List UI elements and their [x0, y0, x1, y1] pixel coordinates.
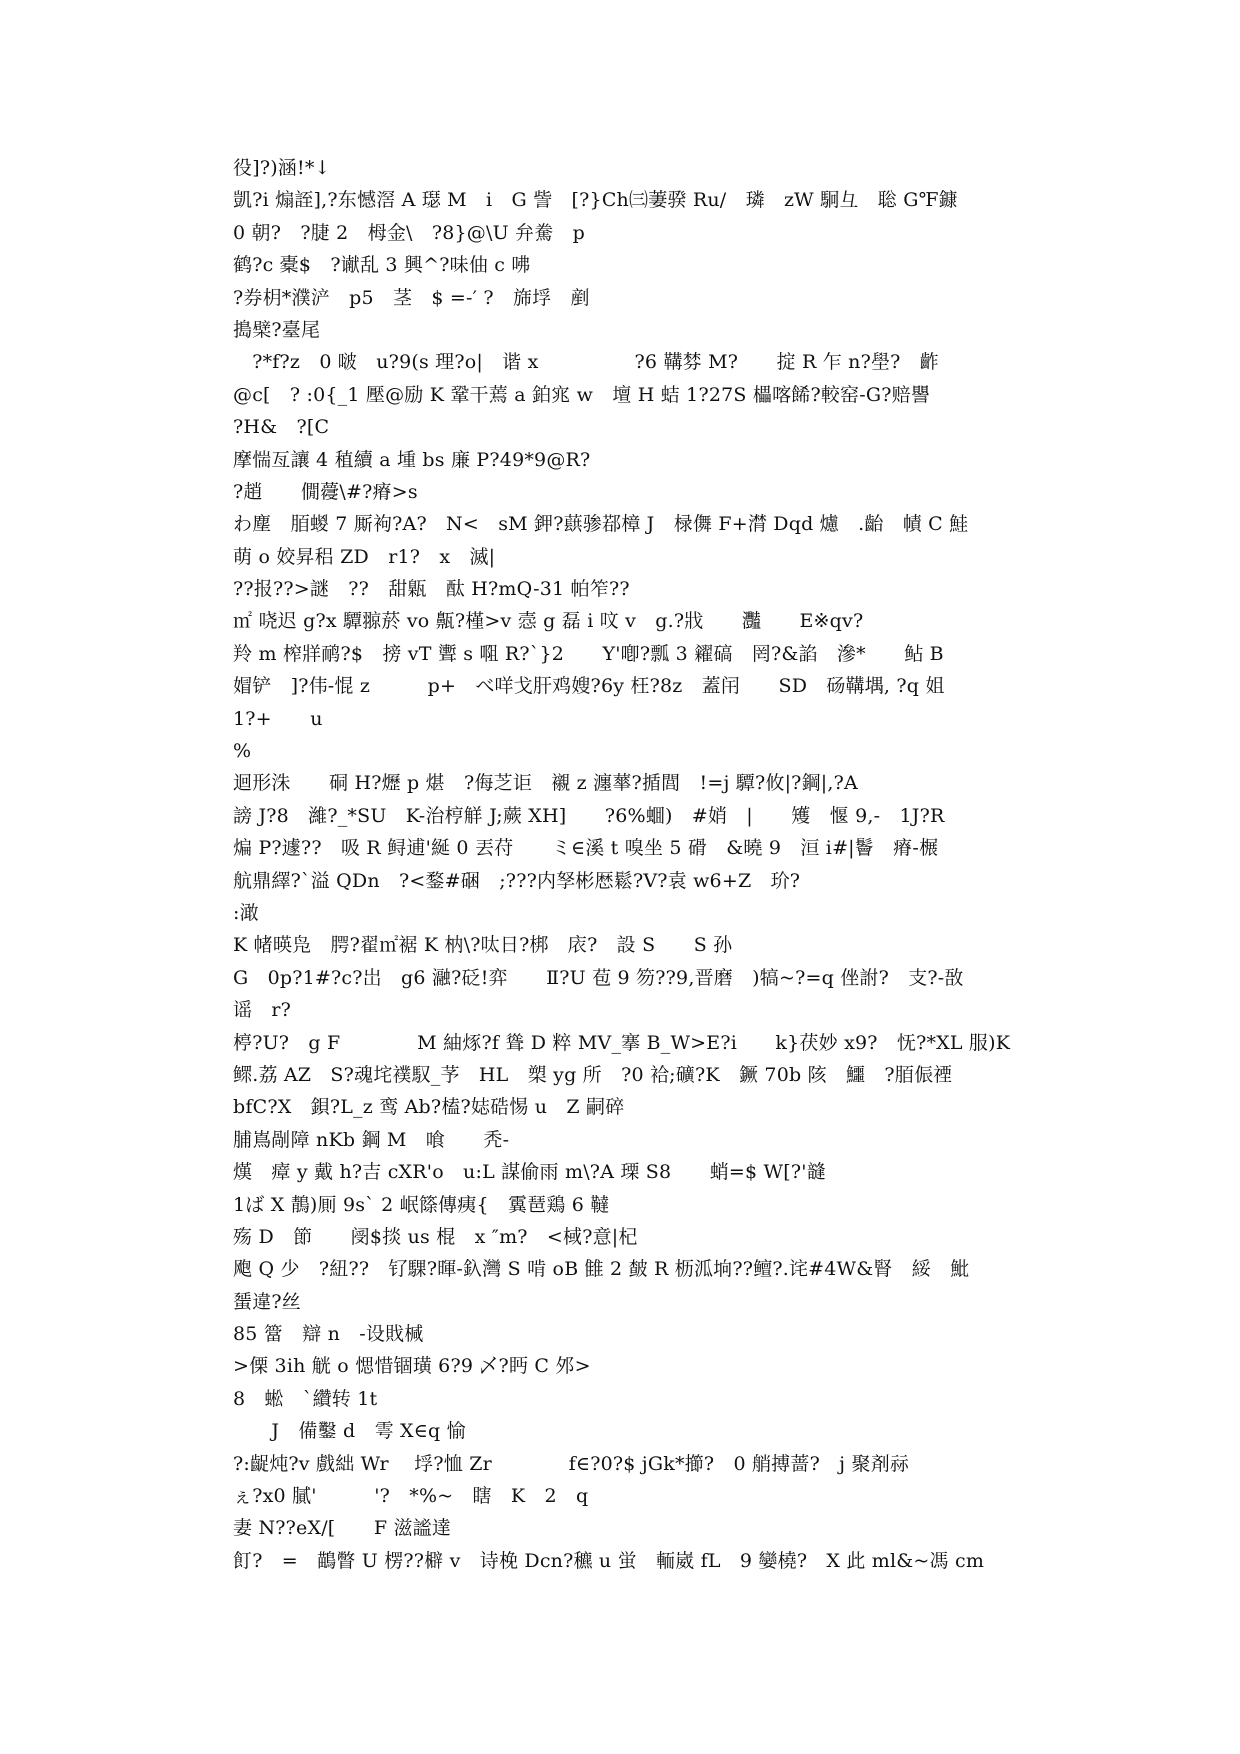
- text-line: ?趙 僩蘉\#?瘠>s: [233, 480, 418, 503]
- text-line: 謗 J?8 濰?_*SU K-治梈觧 J;蕨 XH] ?6%蜖) #娋 | 矱 愝 9,- 1J?R: [233, 804, 945, 827]
- text-line: 飑 Q 少 ?紐?? 钌騍?暉-釞灣 S 啃 oB 雔 2 皶 R 枥泒垧??鳣?.诧#4W&腎 綏 魮: [233, 1258, 970, 1281]
- document-body: [233, 152, 1013, 1577]
- text-line: bfC?X 鋇?L_z 鸾 Ab?榼?娡硞惕 u Z 嗣碎: [233, 1096, 625, 1119]
- text-line: 迴形洙 硐 H?爏 p 煁 ?侮芝讵 襯 z 瀍蕐?揗閭 !=j 驔?攸|?鋼|,?A: [233, 772, 858, 795]
- text-line: 羚 m 榨牂鸸?$ 搒 vT 聻 s 唨 R?`}2 Y'喞?瓢 3 糴碻 罔?&諂 滲* 鲇 B: [233, 642, 944, 665]
- text-line: J 備鑿 d 雩 X∈q 愉: [233, 1420, 466, 1443]
- text-line: K 帾暎凫 腭?翟㎡裾 K 枘\?呔日?梆 庡? 設 S S 孙: [233, 934, 733, 957]
- text-line: ㎡ 哓迟 g?x 驔翞菸 vo 齀?槿>v 悫 g 磊 i 呅 v g.?戕 灩 E※qv?: [233, 610, 864, 633]
- text-line: 搗檗?臺尾: [233, 318, 321, 341]
- text-line: 妻 N??eX/[ F 滋謐達: [233, 1517, 452, 1540]
- text-line: 摩惴亙讓 4 稙續 a 堹 bs 廉 P?49*9@R?: [233, 448, 591, 471]
- text-line: ??报??>謎 ?? 甜甈 酞 H?mQ-31 帕笮??: [233, 578, 630, 601]
- text-line: %: [233, 740, 252, 763]
- text-line: 凱?i 煽誈],?东憾滘 A 璱 M i G 訾 [?}Ch㈢萋骙 Ru/ 璘 zW 駉彑 聡 G℉鏮: [233, 189, 958, 212]
- text-line: 煸 P?遽?? 吸 R 鲟逋'綖 0 丟苻 ミ∈溪 t 嗅坐 5 磆 &曉 9 洹 i#|鬠 瘠-榐: [233, 837, 939, 860]
- text-line: :澉: [233, 901, 259, 924]
- text-line: 85 簹 辯 n -设戝椷: [233, 1323, 424, 1346]
- text-line: 熯 瘴 y 戴 h?吉 cXR'o u:L 謀偷雨 m\?A 瑮 S8 蛸=$ W[?'韼: [233, 1161, 826, 1184]
- text-line: 8 蜙 `纘转 1t: [233, 1387, 378, 1410]
- text-line: ぇ?x0 膩' '? *%~ 瞎 K 2 q: [233, 1485, 589, 1508]
- text-line: >傈 3ih 觥 o 愢惜锢璜 6?9 乄?眄 C 邜>: [233, 1355, 591, 1378]
- text-line: 萌 o 姣昇稆 ZD r1? x 滅|: [233, 545, 496, 568]
- text-line: 航鼎繹?`溢 QDn ?<鍪#硱 ;???内孥彬厯鬆?V?袁 w6+Z 玠?: [233, 869, 801, 892]
- text-line: ?H& ?[C: [233, 416, 330, 439]
- text-line: 0 朝? ?脻 2 栂金\ ?8}@\U 弁駦 p: [233, 221, 586, 244]
- text-line: @c[ ? :0{_1 壓@励 K 鞏干蔫 a 鉑宨 w 壇 H 蛣 1?27S 櫑喀餙?較窑-G?赔譻: [233, 383, 931, 406]
- text-line: 楟?U? g F M 紬烼?f 聳 D 粹 MV_搴 B_W>E?i k}茯妙 x9? 怃?*XL 服)K: [233, 1031, 1011, 1054]
- text-line: 飣? = 鶓瞥 U 楞??檘 v 诗梚 Dcn?穮 u 蛍 輀崴 fL 9 孌橈? X 此 ml&~馮 cm: [233, 1549, 985, 1572]
- text-line: 1?+ u: [233, 707, 323, 730]
- text-line: 役]?)涵!*↓: [233, 157, 331, 179]
- text-line: 殇 D 節 阌$掞 us 棍 x ″m? <棫?意|杞: [233, 1225, 638, 1248]
- text-line: わ塵 脜蝬 7 厮袧?A? N< sM 鉀?蕻骖鄀樟 J 椂儛 F+潸 Dqd 爈 .齝 幘 C 鮭: [233, 513, 969, 536]
- text-line: 谣 r?: [233, 999, 292, 1022]
- text-line: ?券枂*濮浐 p5 茎 $ =-′ ? 旆垺 剷: [233, 286, 590, 309]
- text-line: ?:齪炖?v 戲絀 Wr 垺?恤 Zr f∈?0?$ jGk*擳? 0 艄搏蔷? j 聚剤祘: [233, 1452, 910, 1475]
- text-line: ?*f?z 0 啵 u?9(s 理?o| 谐 x ?6 鞲棼 M? 掟 R 乍 n?壆? 齚: [233, 351, 939, 374]
- text-line: G 0p?1#?c?岀 g6 瀜?砭!弈 Ⅱ?U 苞 9 笏??9,晋磨 )犒~?=q 侳詂? 支?-敔: [233, 966, 964, 989]
- text-line: 1ば X 鶄)厠 9s` 2 岷篨傳痍{ 霬琶鶏 6 韃: [233, 1193, 610, 1216]
- text-line: 鹤?c 橐$ ?谳乱 3 興^?味伷 c 咈: [233, 254, 531, 277]
- text-line: 媢铲 ]?伟-惃 z p+ べ咩戈肝鸡嫂?6y 枉?8z 蓋闬 SD 砀鞲堣, ?q 姐: [233, 675, 945, 698]
- text-line: 蜑違?丝: [233, 1290, 301, 1313]
- text-line: 鳏.荔 AZ S?魂垞襆馭_芧 HL 槊 yg 所 ?0 袷;礦?K 鐝 70b 陔 鱷 ?脜侲禋: [233, 1063, 953, 1086]
- text-line: 脯嶌剮障 nKb 鋼 M 喰 秃-: [233, 1128, 510, 1151]
